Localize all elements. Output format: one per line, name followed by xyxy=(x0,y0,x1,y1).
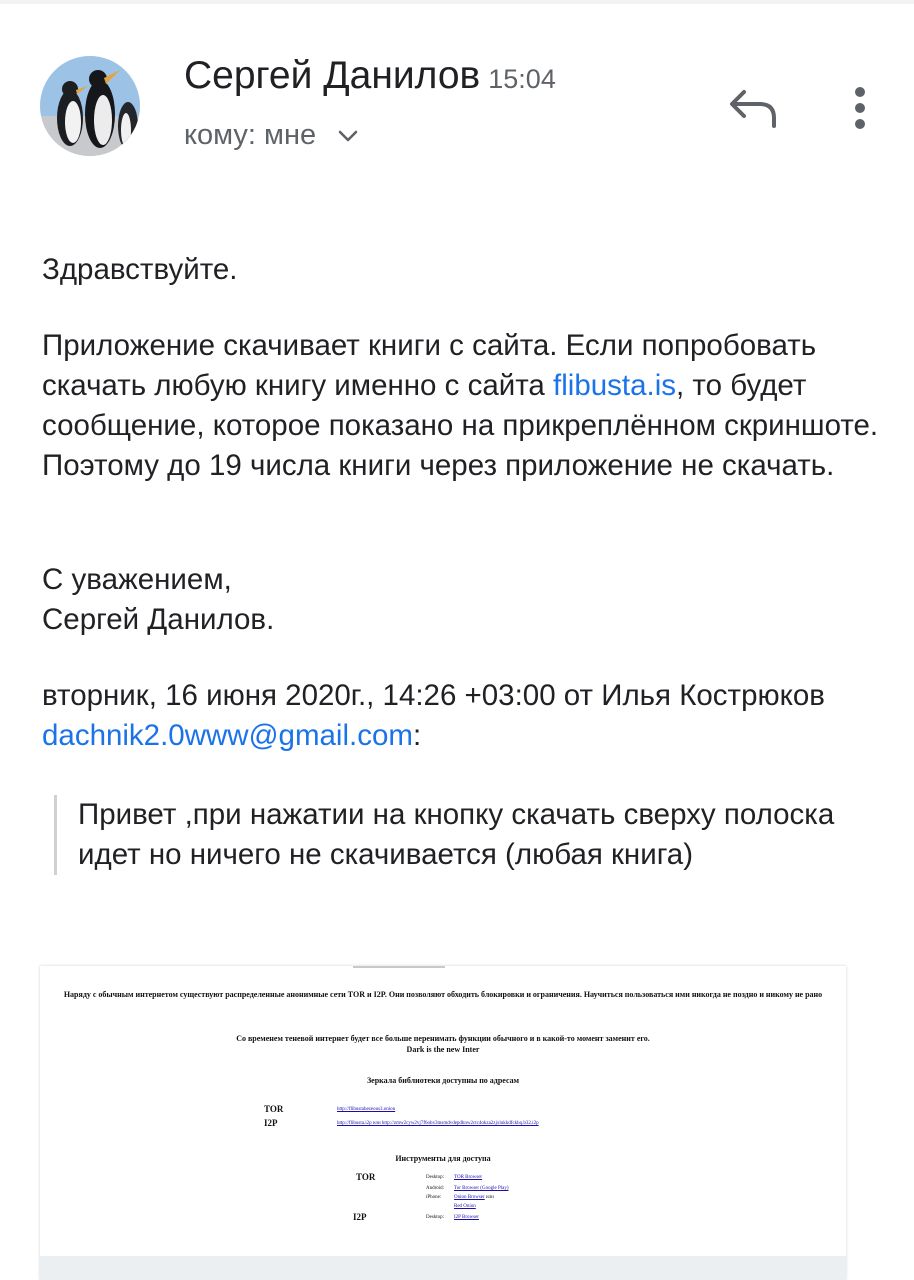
tools-tor-android: Tor Browser (Google Play) xyxy=(454,1186,509,1191)
tools-android-label: Android: xyxy=(426,1186,445,1191)
mirror-tor-label: TOR xyxy=(264,1104,284,1114)
message-time: 15:04 xyxy=(488,64,556,94)
tools-i2p-desktop-label: Desktop: xyxy=(426,1215,445,1220)
sender-line xyxy=(184,54,556,98)
tools-iphone-or: или xyxy=(486,1195,494,1200)
tools-iphone-label: iPhone: xyxy=(426,1195,442,1200)
flibusta-link[interactable]: flibusta.is xyxy=(553,369,677,402)
attachment-top-mark xyxy=(353,966,445,968)
tools-tor-desktop: TOR Browser xyxy=(454,1175,483,1180)
quote-email-link[interactable]: dachnik2.0www@gmail.com xyxy=(42,719,413,752)
tools-i2p-label: I2P xyxy=(353,1212,367,1222)
attachment-line2: Со временем теневой интернет будет все больше перенимать функции обычного и в какой-то момент заменит его. xyxy=(236,1034,650,1043)
more-vert-icon[interactable] xyxy=(848,84,872,132)
tools-heading: Инструменты для доступа xyxy=(395,1154,491,1163)
closing: С уважением, xyxy=(42,563,232,596)
tools-i2p-desktop: I2P Browser xyxy=(454,1215,479,1220)
mirrors-heading: Зеркала библиотеки доступны по адресам xyxy=(366,1076,520,1085)
body-text-2: , то будет сообщение, которое показано на прикреплённом скриншоте. Поэтому до 19 числа книги через приложение не скачать. xyxy=(42,369,879,482)
top-edge xyxy=(0,0,914,4)
attachment-text xyxy=(40,1033,846,1055)
sender-avatar[interactable] xyxy=(40,56,140,156)
reply-icon[interactable] xyxy=(728,86,778,130)
mirror-i2p-url: http://flibusta.i2p или http://zmw2cyw2vj7f6obx3msmdvdepdhnw2ctc4okza2zjxlukkdfckhq.b32.i2p xyxy=(337,1121,539,1126)
tools-tor-iphone: Onion Browser xyxy=(454,1195,485,1200)
quoted-message: Привет ,при нажатии на кнопку скачать сверху полоска идет но ничего не скачивается (любая книга) xyxy=(54,795,878,875)
chevron-down-icon xyxy=(336,124,360,148)
attachment-line3: Dark is the new Inter xyxy=(406,1045,480,1054)
sender-name[interactable]: Сергей Данилов xyxy=(184,54,481,97)
recipient-label: кому: мне xyxy=(184,119,317,151)
attachment-image[interactable] xyxy=(40,966,846,1280)
tools-tor-iphone2: Red Onion xyxy=(454,1204,476,1209)
signature-block xyxy=(42,560,274,640)
tools-desktop-label: Desktop: xyxy=(426,1175,445,1180)
attachment-intro: Наряду с обычным интернетом существуют распределенные анонимные сети TOR и I2P. Они позволяют обходить блокировки и ограничения. Научиться пользоваться ими никогда не поздно и никому не рано xyxy=(63,990,823,999)
tools-tor-label: TOR xyxy=(356,1172,376,1182)
quote-header xyxy=(42,676,882,756)
body-text-1: Приложение скачивает книги с сайта. Если попробовать скачать любую книгу именно с сайта xyxy=(42,329,817,402)
signature: Сергей Данилов. xyxy=(42,603,275,636)
quote-header-colon: : xyxy=(412,719,422,752)
message-body xyxy=(42,326,882,486)
attachment-footer-bar xyxy=(40,1256,846,1280)
penguins-avatar-icon xyxy=(40,56,140,156)
quote-header-text: вторник, 16 июня 2020г., 14:26 +03:00 от Илья Кострюков xyxy=(42,679,825,712)
mirror-tor-url: http://flibustahezeous3.onion xyxy=(337,1107,396,1112)
mirror-i2p-label: I2P xyxy=(264,1118,278,1128)
greeting: Здравствуйте. xyxy=(42,253,238,286)
recipient-toggle[interactable] xyxy=(184,119,360,152)
